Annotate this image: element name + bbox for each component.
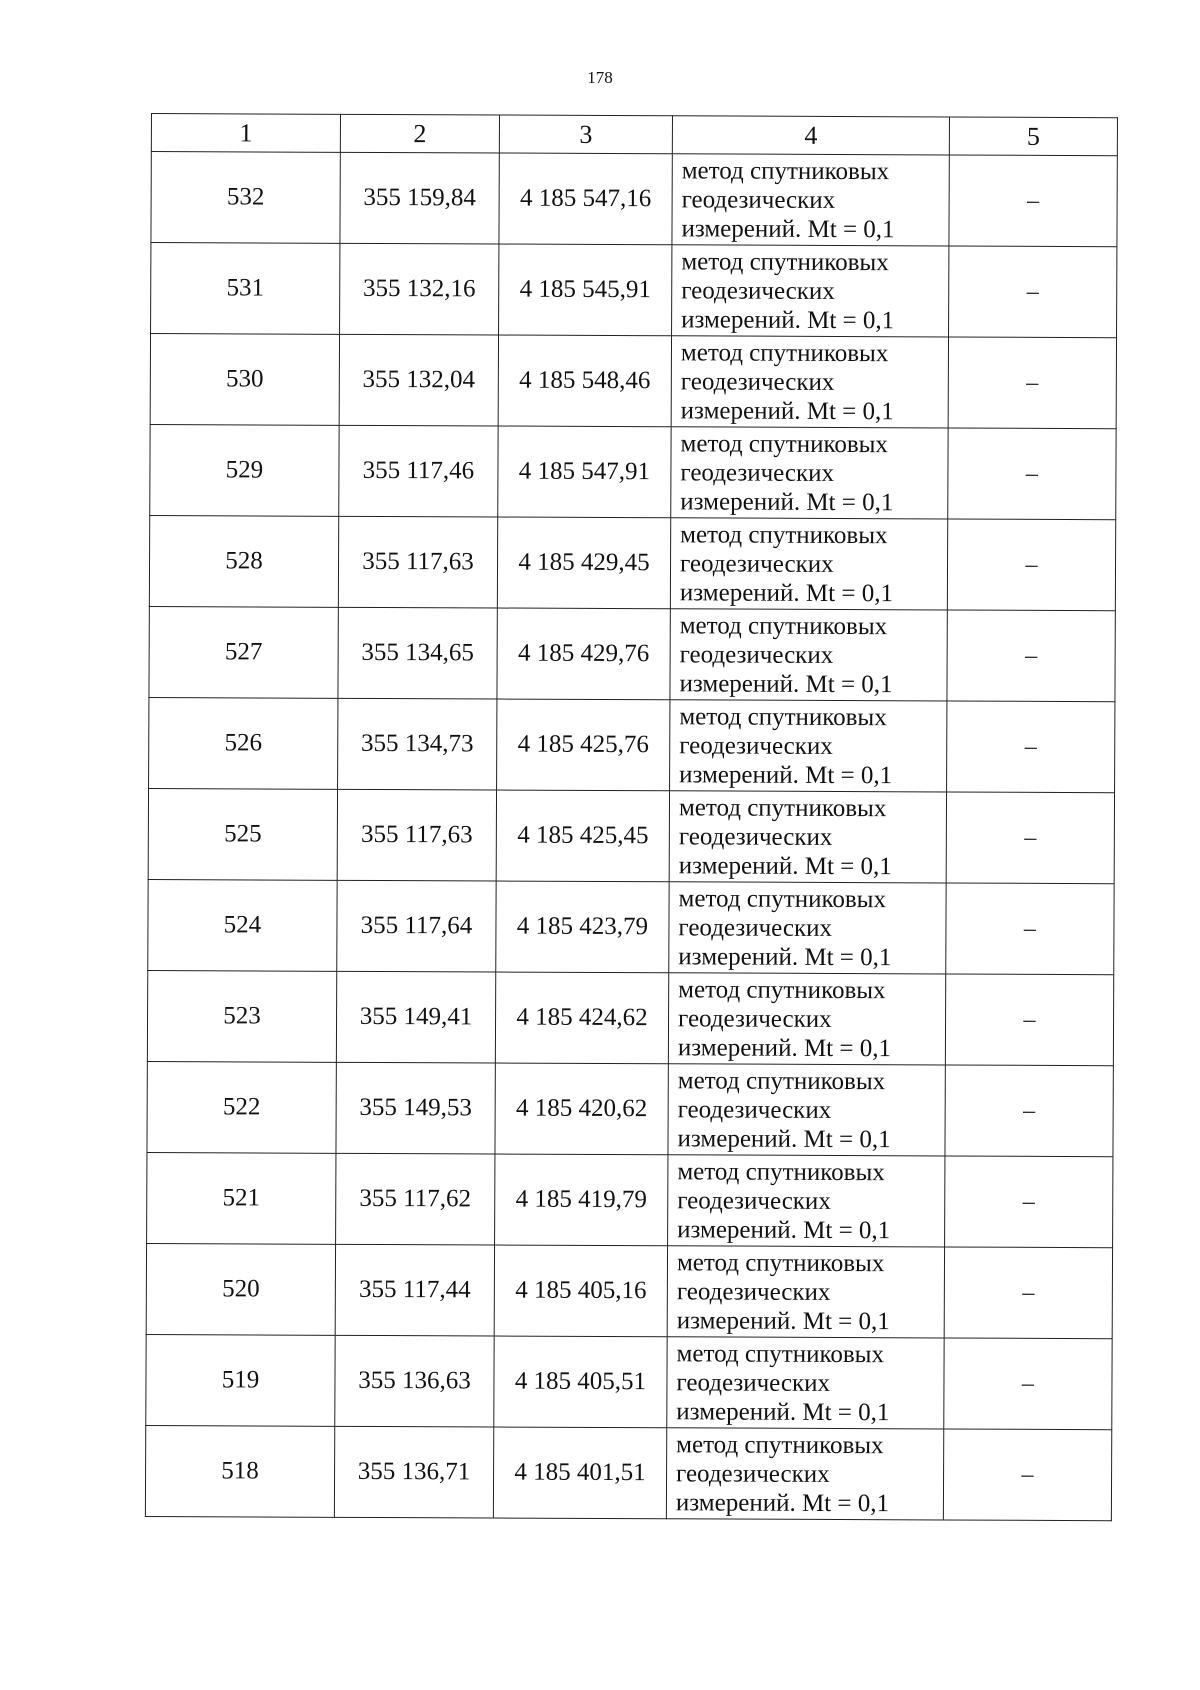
y-coordinate-cell: 4 185 545,91 bbox=[499, 244, 672, 336]
method-text-line: метод спутниковых bbox=[676, 1339, 885, 1368]
y-coordinate-cell: 4 185 425,76 bbox=[497, 699, 670, 791]
y-coordinate-cell: 4 185 423,79 bbox=[496, 881, 669, 973]
y-coordinate-cell: 4 185 420,62 bbox=[495, 1063, 668, 1155]
dash-cell: – bbox=[945, 974, 1113, 1066]
method-text-line: метод спутниковых bbox=[680, 429, 889, 458]
table-row bbox=[147, 1152, 1113, 1247]
x-coordinate-cell: 355 117,63 bbox=[337, 789, 496, 881]
x-coordinate-cell: 355 149,53 bbox=[336, 1062, 495, 1154]
page-number: 178 bbox=[587, 68, 613, 87]
y-coordinate-cell: 4 185 401,51 bbox=[493, 1427, 666, 1519]
table-row bbox=[150, 334, 1116, 429]
method-cell bbox=[670, 700, 947, 792]
point-number-cell: 528 bbox=[149, 515, 338, 607]
method-cell bbox=[668, 1155, 945, 1247]
method-text-line: геодезических bbox=[678, 822, 833, 851]
point-number-cell: 521 bbox=[147, 1152, 336, 1244]
y-coordinate-cell: 4 185 547,16 bbox=[499, 153, 672, 245]
method-text-line: геодезических bbox=[678, 913, 833, 942]
point-number-cell: 522 bbox=[147, 1061, 336, 1153]
point-number-cell: 525 bbox=[148, 788, 337, 880]
dash-cell: – bbox=[944, 1338, 1112, 1430]
table-header bbox=[151, 114, 1117, 156]
method-text-line: геодезических bbox=[677, 1095, 832, 1124]
y-coordinate-cell: 4 185 405,51 bbox=[494, 1336, 667, 1428]
x-coordinate-cell: 355 117,64 bbox=[337, 880, 496, 972]
method-text-line: измерений. Mt = 0,1 bbox=[677, 1033, 892, 1062]
point-number-cell: 518 bbox=[145, 1425, 334, 1517]
method-text-line: геодезических bbox=[676, 1277, 831, 1306]
method-text-line: метод спутниковых bbox=[679, 702, 887, 731]
point-number-cell: 524 bbox=[148, 879, 337, 971]
x-coordinate-cell: 355 134,65 bbox=[338, 607, 497, 699]
method-text-line: измерений. Mt = 0,1 bbox=[678, 942, 892, 971]
x-coordinate-cell: 355 136,71 bbox=[334, 1426, 493, 1518]
x-coordinate-cell: 355 132,16 bbox=[340, 243, 499, 335]
table-row bbox=[148, 788, 1114, 883]
method-cell bbox=[671, 336, 948, 428]
method-cell bbox=[672, 245, 949, 337]
point-number-cell: 531 bbox=[151, 243, 340, 335]
point-number-cell: 526 bbox=[149, 697, 338, 789]
method-text-line: геодезических bbox=[676, 1368, 831, 1397]
table-row bbox=[145, 1425, 1111, 1520]
table-row bbox=[150, 424, 1116, 519]
dash-cell: – bbox=[949, 155, 1117, 247]
dash-cell: – bbox=[945, 1065, 1113, 1157]
point-number-cell: 527 bbox=[149, 606, 338, 698]
x-coordinate-cell: 355 117,62 bbox=[336, 1153, 495, 1245]
point-number-cell: 532 bbox=[151, 152, 340, 244]
method-text-line: измерений. Mt = 0,1 bbox=[676, 1397, 890, 1426]
method-text-line: измерений. Mt = 0,1 bbox=[677, 1124, 891, 1153]
dash-cell: – bbox=[946, 792, 1114, 884]
table-row bbox=[151, 152, 1117, 247]
header-row bbox=[151, 114, 1117, 156]
method-text-line: метод спутниковых bbox=[676, 1248, 885, 1277]
table-row bbox=[149, 606, 1115, 701]
method-text-line: геодезических bbox=[679, 731, 833, 760]
method-text-line: измерений. Mt = 0,1 bbox=[680, 396, 894, 425]
method-cell bbox=[667, 1337, 944, 1429]
method-text-line: измерений. Mt = 0,1 bbox=[679, 578, 894, 607]
method-cell bbox=[667, 1246, 944, 1338]
y-coordinate-cell: 4 185 419,79 bbox=[495, 1154, 668, 1246]
point-number-cell: 523 bbox=[147, 970, 336, 1062]
table-row bbox=[151, 243, 1117, 338]
method-text-line: измерений. Mt = 0,1 bbox=[679, 669, 893, 698]
table-body bbox=[145, 152, 1117, 1521]
dash-cell: – bbox=[947, 519, 1115, 611]
method-text-line: измерений. Mt = 0,1 bbox=[676, 1306, 890, 1335]
method-text-line: измерений. Mt = 0,1 bbox=[679, 760, 893, 789]
method-text-line: метод спутниковых bbox=[679, 611, 888, 640]
x-coordinate-cell: 355 149,41 bbox=[336, 971, 495, 1063]
y-coordinate-cell: 4 185 429,45 bbox=[497, 517, 670, 609]
dash-cell: – bbox=[949, 246, 1117, 338]
coordinates-table bbox=[145, 113, 1118, 1521]
header-cell-5: 5 bbox=[949, 117, 1117, 156]
header-cell-4: 4 bbox=[672, 116, 949, 155]
x-coordinate-cell: 355 132,04 bbox=[339, 334, 498, 426]
method-text-line: измерений. Mt = 0,1 bbox=[677, 1215, 891, 1244]
header-cell-3: 3 bbox=[499, 115, 672, 154]
table-row bbox=[147, 1061, 1113, 1156]
table-row bbox=[149, 515, 1115, 610]
table-row bbox=[146, 1243, 1112, 1338]
point-number-cell: 520 bbox=[146, 1243, 335, 1335]
dash-cell: – bbox=[947, 610, 1115, 702]
point-number-cell: 529 bbox=[150, 424, 339, 516]
table-row bbox=[148, 879, 1114, 974]
table-row bbox=[146, 1334, 1112, 1429]
x-coordinate-cell: 355 117,63 bbox=[338, 516, 497, 608]
method-text-line: метод спутниковых bbox=[676, 1430, 884, 1459]
method-cell bbox=[670, 609, 947, 701]
dash-cell: – bbox=[948, 337, 1116, 429]
method-cell bbox=[668, 973, 945, 1065]
method-cell bbox=[669, 882, 946, 974]
method-text-line: измерений. Mt = 0,1 bbox=[680, 487, 894, 516]
method-text-line: геодезических bbox=[680, 367, 835, 396]
method-text-line: измерений. Mt = 0,1 bbox=[675, 1488, 890, 1517]
y-coordinate-cell: 4 185 547,91 bbox=[498, 426, 671, 518]
y-coordinate-cell: 4 185 429,76 bbox=[497, 608, 670, 700]
method-text-line: метод спутниковых bbox=[678, 884, 887, 913]
method-text-line: метод спутниковых bbox=[681, 156, 890, 185]
x-coordinate-cell: 355 159,84 bbox=[340, 152, 499, 244]
dash-cell: – bbox=[943, 1429, 1111, 1521]
method-cell bbox=[671, 427, 948, 519]
method-cell bbox=[669, 791, 946, 883]
method-text-line: метод спутниковых bbox=[680, 520, 888, 549]
method-text-line: метод спутниковых bbox=[681, 247, 889, 276]
header-cell-2: 2 bbox=[340, 114, 499, 153]
y-coordinate-cell: 4 185 405,16 bbox=[494, 1245, 667, 1337]
method-text-line: измерений. Mt = 0,1 bbox=[681, 214, 895, 243]
point-number-cell: 530 bbox=[150, 334, 339, 426]
method-text-line: метод спутниковых bbox=[677, 1066, 886, 1095]
dash-cell: – bbox=[944, 1247, 1112, 1339]
method-text-line: метод спутниковых bbox=[677, 1157, 885, 1186]
method-text-line: геодезических bbox=[676, 1459, 830, 1488]
y-coordinate-cell: 4 185 424,62 bbox=[495, 972, 668, 1064]
method-text-line: геодезических bbox=[681, 185, 836, 214]
method-text-line: метод спутниковых bbox=[678, 975, 886, 1004]
y-coordinate-cell: 4 185 548,46 bbox=[498, 335, 671, 427]
x-coordinate-cell: 355 117,44 bbox=[335, 1244, 494, 1336]
method-text-line: геодезических bbox=[681, 276, 835, 305]
dash-cell: – bbox=[945, 1156, 1113, 1248]
dash-cell: – bbox=[946, 883, 1114, 975]
dash-cell: – bbox=[947, 701, 1115, 793]
dash-cell: – bbox=[948, 428, 1116, 520]
table-row bbox=[147, 970, 1113, 1065]
point-number-cell: 519 bbox=[146, 1334, 335, 1426]
x-coordinate-cell: 355 117,46 bbox=[339, 425, 498, 517]
method-cell bbox=[672, 154, 949, 246]
method-text-line: геодезических bbox=[679, 549, 834, 578]
method-text-line: метод спутниковых bbox=[678, 793, 887, 822]
method-text-line: геодезических bbox=[680, 458, 835, 487]
y-coordinate-cell: 4 185 425,45 bbox=[496, 790, 669, 882]
method-text-line: измерений. Mt = 0,1 bbox=[681, 305, 895, 334]
method-text-line: метод спутниковых bbox=[680, 338, 889, 367]
header-cell-1: 1 bbox=[151, 114, 340, 153]
method-cell bbox=[666, 1428, 943, 1520]
method-text-line: геодезических bbox=[677, 1004, 832, 1033]
table-row bbox=[149, 697, 1115, 792]
method-text-line: измерений. Mt = 0,1 bbox=[678, 851, 892, 880]
method-text-line: геодезических bbox=[677, 1186, 831, 1215]
method-cell bbox=[668, 1064, 945, 1156]
x-coordinate-cell: 355 134,73 bbox=[338, 698, 497, 790]
method-text-line: геодезических bbox=[679, 640, 834, 669]
x-coordinate-cell: 355 136,63 bbox=[335, 1335, 494, 1427]
method-cell bbox=[670, 518, 947, 610]
